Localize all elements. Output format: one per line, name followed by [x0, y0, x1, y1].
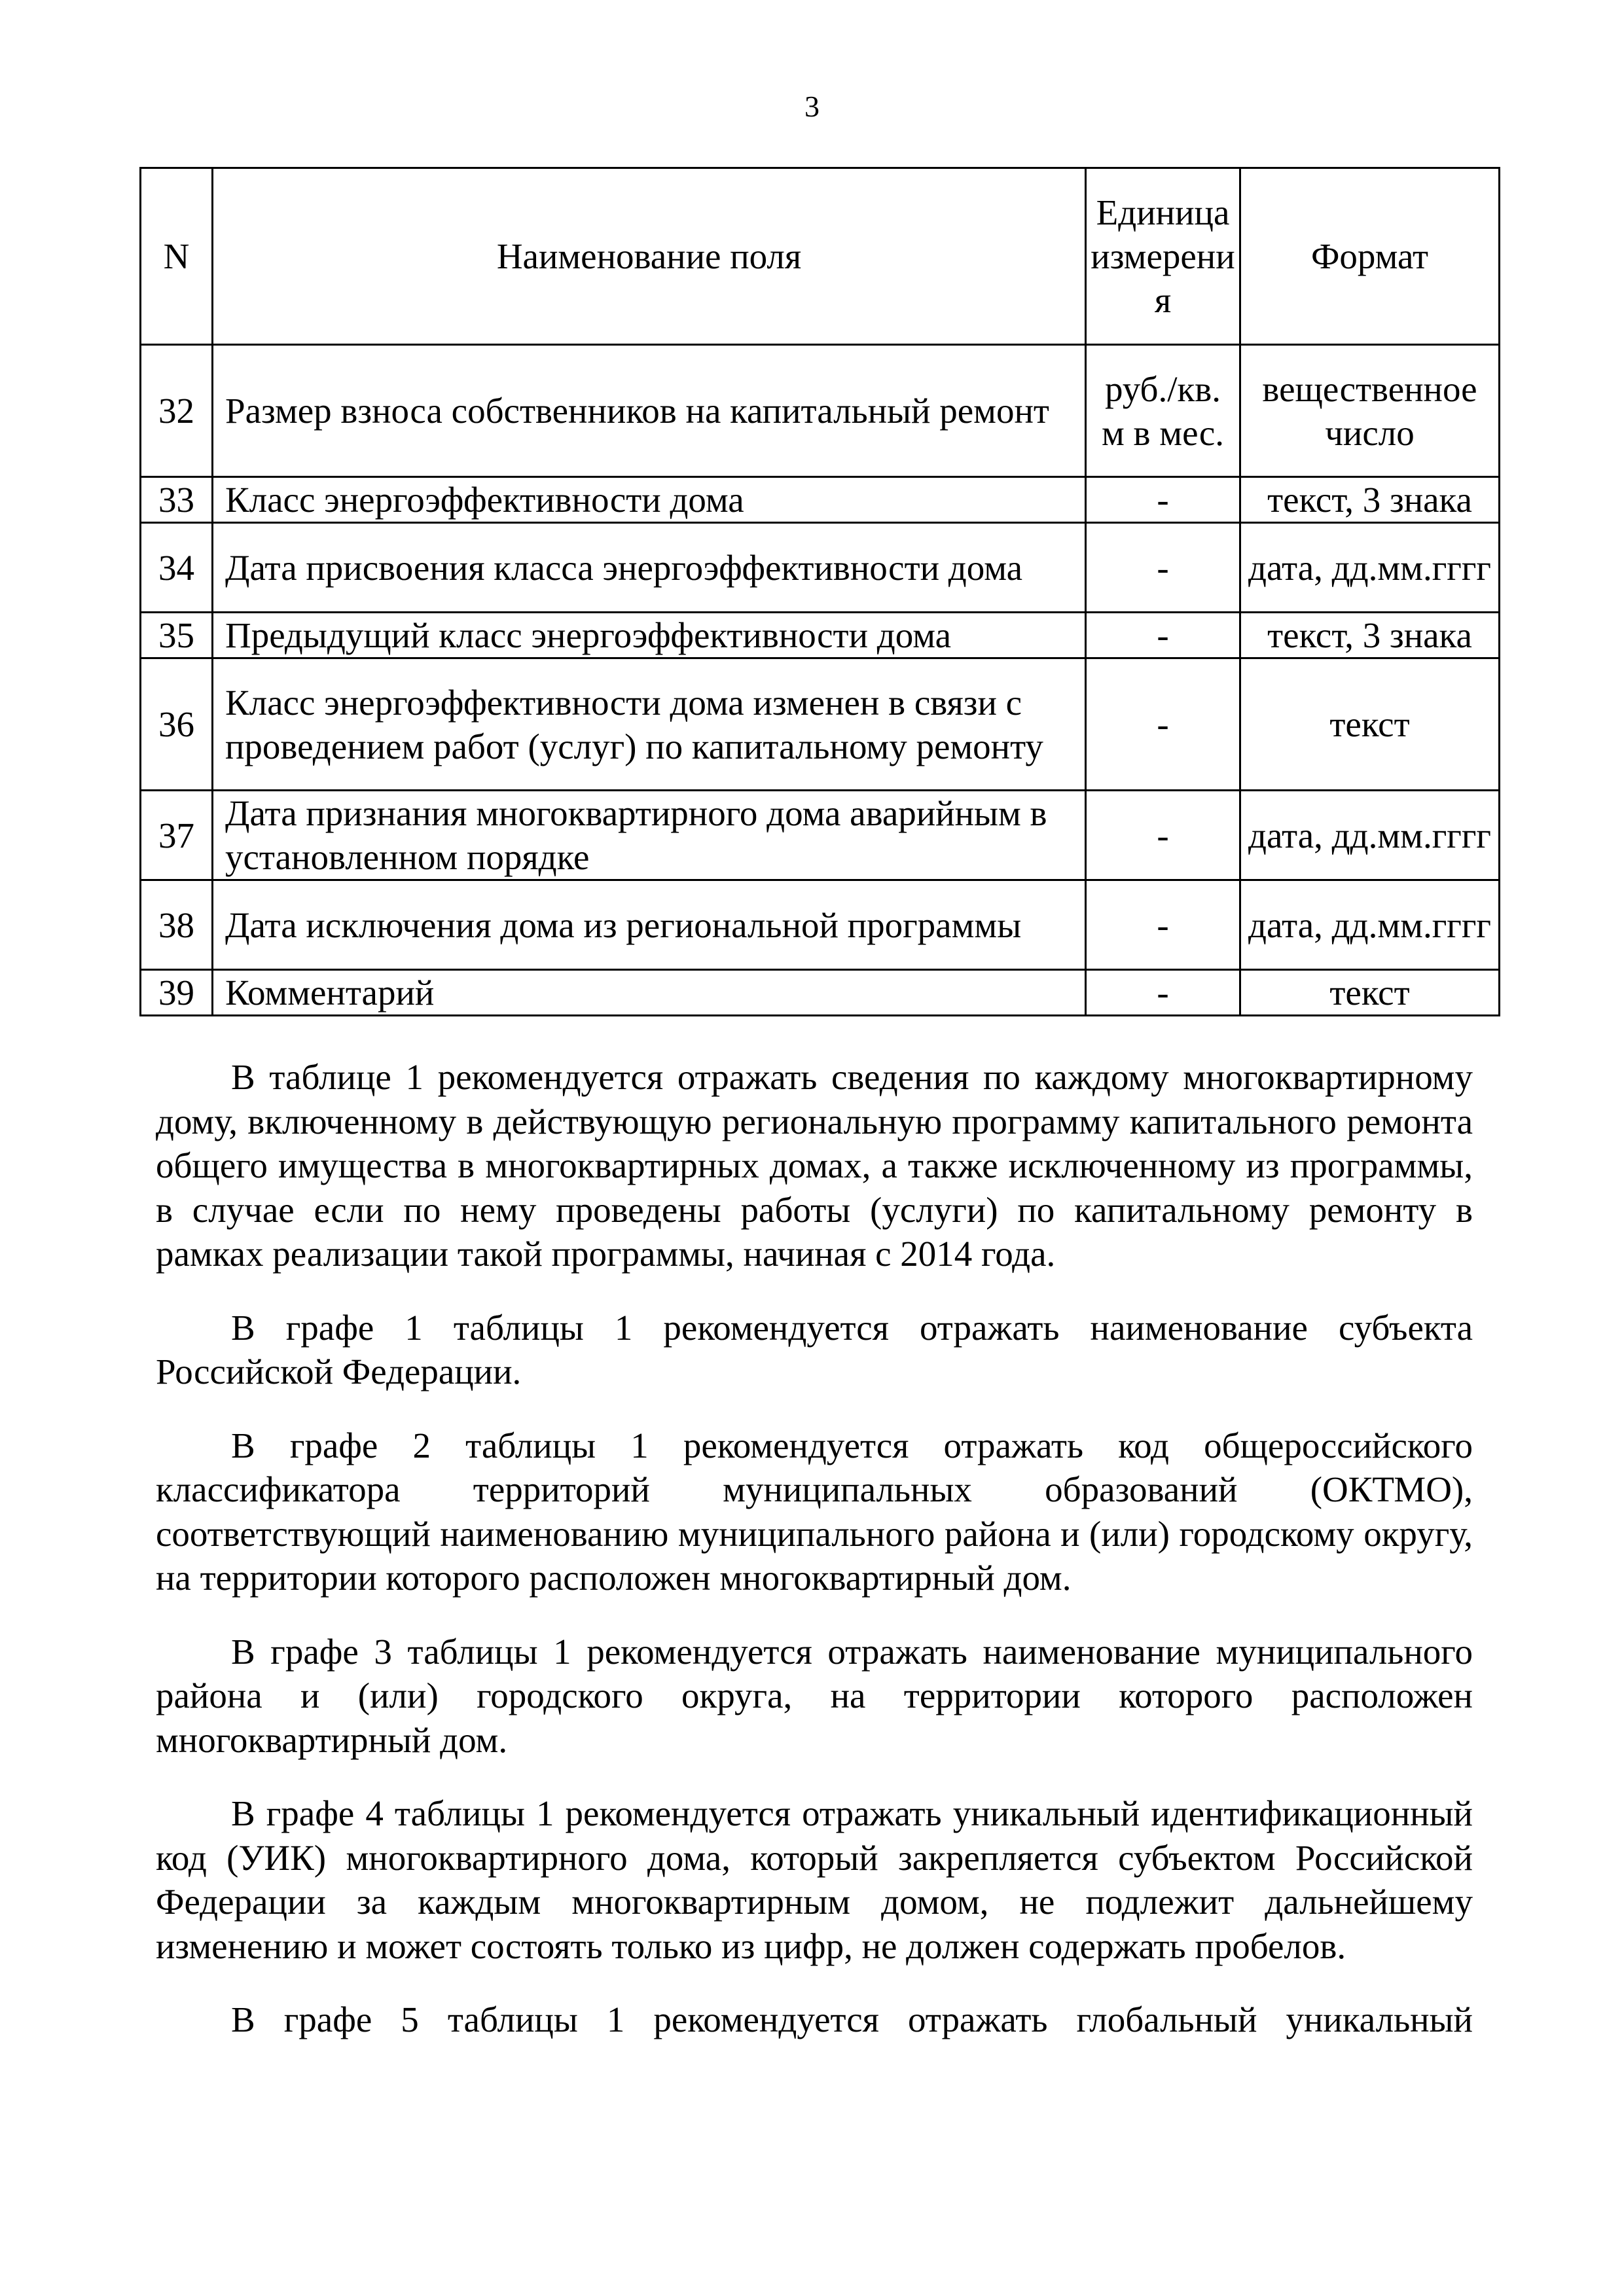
- row-format: текст, 3 знака: [1240, 613, 1500, 658]
- row-format: текст: [1240, 970, 1500, 1016]
- row-number: 38: [141, 880, 213, 970]
- row-field-name: Предыдущий класс энергоэффективности дома: [213, 613, 1086, 658]
- table-row: [141, 970, 1500, 1016]
- row-number: 35: [141, 613, 213, 658]
- paragraph: В графе 1 таблицы 1 рекомендуется отражать наименование субъекта Российской Федерации.: [156, 1307, 1473, 1391]
- row-field-name: Комментарий: [213, 970, 1086, 1016]
- row-format: дата, дд.мм.гггг: [1240, 523, 1500, 613]
- row-number: 32: [141, 345, 213, 477]
- row-field-name: Дата исключения дома из региональной программы: [213, 880, 1086, 970]
- body-text: [156, 1055, 1473, 2042]
- table-row: [141, 477, 1500, 523]
- table-row: [141, 523, 1500, 613]
- paragraph: В графе 3 таблицы 1 рекомендуется отражать наименование муниципального района и (или) городского округа, на территории которого расположен многоквартирный дом.: [156, 1631, 1473, 1760]
- header-format: Формат: [1240, 168, 1500, 345]
- row-field-name: Дата признания многоквартирного дома аварийным в установленном порядке: [213, 791, 1086, 880]
- fields-table: [139, 167, 1500, 1016]
- row-format: дата, дд.мм.гггг: [1240, 880, 1500, 970]
- row-number: 34: [141, 523, 213, 613]
- row-field-name: Дата присвоения класса энергоэффективности дома: [213, 523, 1086, 613]
- row-unit: -: [1086, 523, 1240, 613]
- table-row: [141, 345, 1500, 477]
- table-row: [141, 880, 1500, 970]
- row-field-name: Размер взноса собственников на капитальный ремонт: [213, 345, 1086, 477]
- row-unit: -: [1086, 658, 1240, 791]
- row-number: 33: [141, 477, 213, 523]
- row-unit: -: [1086, 880, 1240, 970]
- table-header-row: [141, 168, 1500, 345]
- row-format: вещественное число: [1240, 345, 1500, 477]
- row-format: текст, 3 знака: [1240, 477, 1500, 523]
- row-unit: руб./кв. м в мес.: [1086, 345, 1240, 477]
- row-number: 39: [141, 970, 213, 1016]
- paragraph: В таблице 1 рекомендуется отражать сведения по каждому многоквартирному дому, включенному в действующую региональную программу капитального ремонта общего имущества в многоквартирных домах, а также исключенному из программы, в случае если по нему проведены работы (услуги) по капитальному ремонту в рамках реализации такой программы, начиная с 2014 года.: [156, 1057, 1473, 1274]
- header-n: N: [141, 168, 213, 345]
- paragraph: В графе 4 таблицы 1 рекомендуется отражать уникальный идентификационный код (УИК) многоквартирного дома, который закрепляется субъектом Российской Федерации за каждым многоквартирным домом, не подлежит дальнейшему изменению и может состоять только из цифр, не должен содержать пробелов.: [156, 1793, 1473, 1966]
- header-unit: Единица измерения: [1086, 168, 1240, 345]
- row-unit: -: [1086, 970, 1240, 1016]
- row-unit: -: [1086, 791, 1240, 880]
- row-number: 36: [141, 658, 213, 791]
- table-row: [141, 658, 1500, 791]
- row-unit: -: [1086, 613, 1240, 658]
- row-field-name: Класс энергоэффективности дома: [213, 477, 1086, 523]
- row-field-name: Класс энергоэффективности дома изменен в связи с проведением работ (услуг) по капитальному ремонту: [213, 658, 1086, 791]
- table-row: [141, 613, 1500, 658]
- table-row: [141, 791, 1500, 880]
- row-format: текст: [1240, 658, 1500, 791]
- paragraph: В графе 2 таблицы 1 рекомендуется отражать код общероссийского классификатора территорий муниципальных образований (ОКТМО), соответствующий наименованию муниципального района и (или) городскому округу, на территории которого расположен многоквартирный дом.: [156, 1425, 1473, 1598]
- header-field-name: Наименование поля: [213, 168, 1086, 345]
- row-number: 37: [141, 791, 213, 880]
- row-unit: -: [1086, 477, 1240, 523]
- page-number: 3: [804, 90, 820, 123]
- paragraph: В графе 5 таблицы 1 рекомендуется отражать глобальный уникальный: [231, 2000, 1473, 2039]
- row-format: дата, дд.мм.гггг: [1240, 791, 1500, 880]
